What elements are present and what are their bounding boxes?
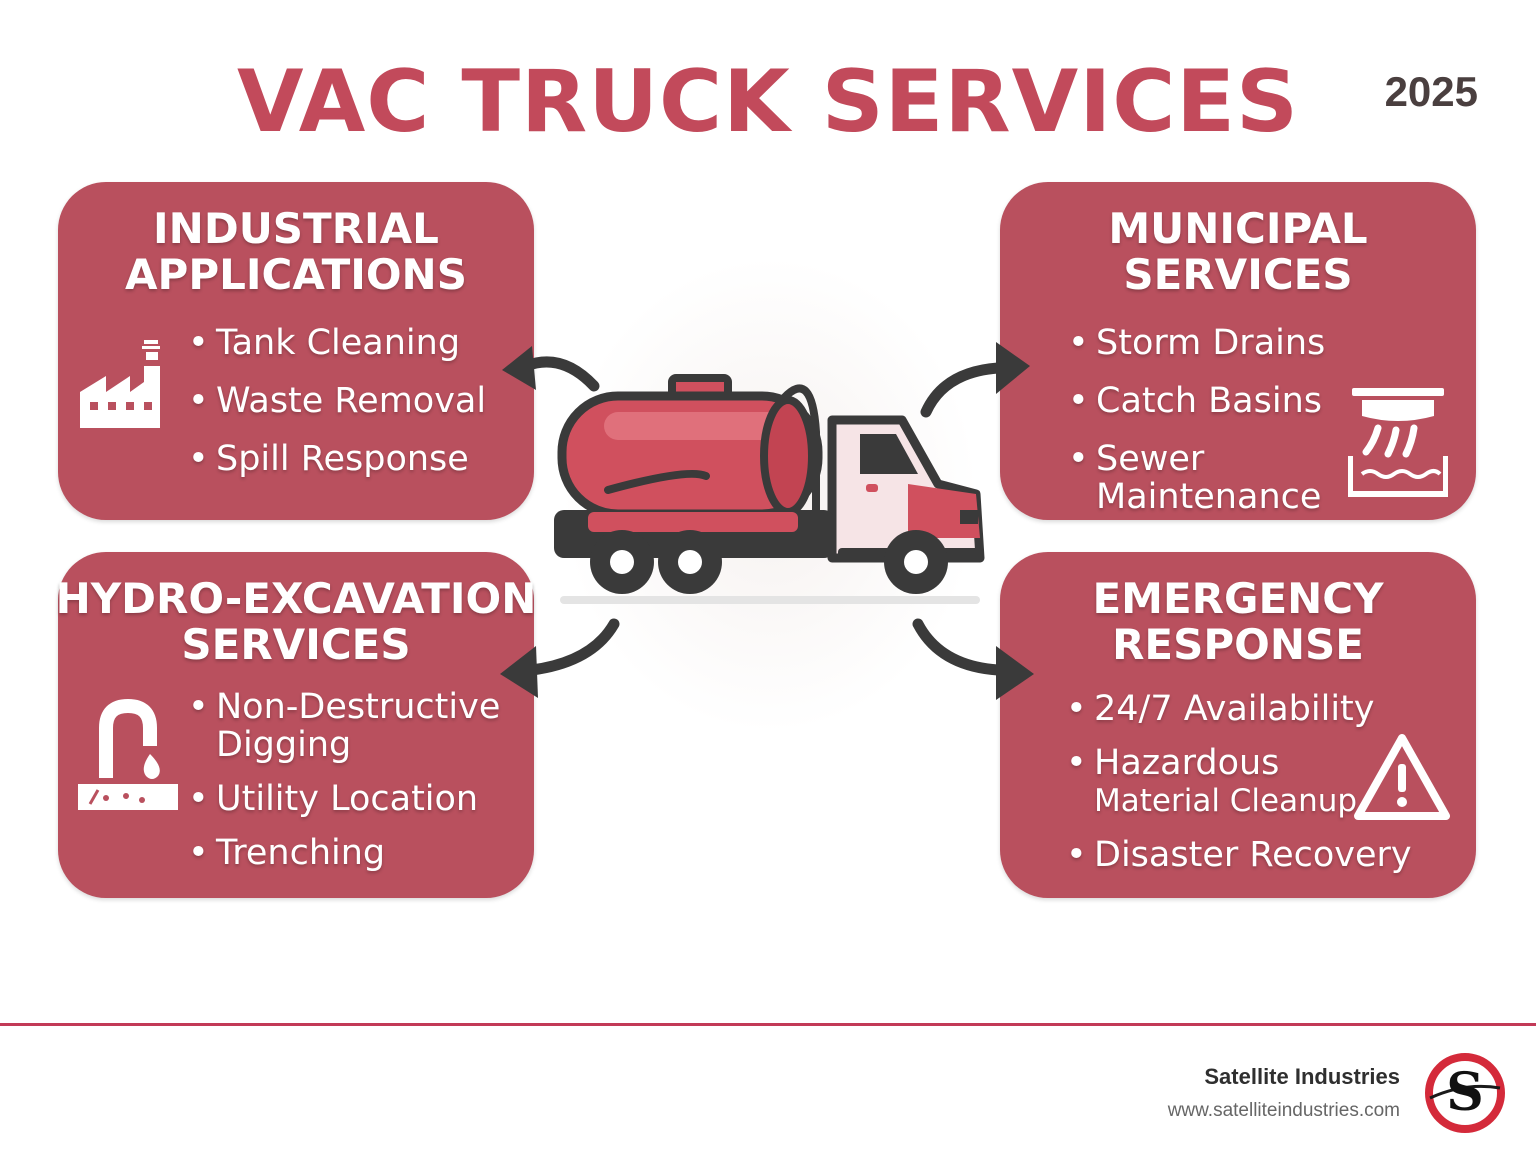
panel-title-line: SERVICES bbox=[181, 620, 411, 669]
list-item: • Utility Location bbox=[216, 780, 500, 818]
panel-title-line: RESPONSE bbox=[1112, 620, 1364, 669]
page-title: VAC TRUCK SERVICES bbox=[236, 52, 1299, 152]
panel-title-emergency bbox=[1000, 576, 1476, 668]
hydro-list bbox=[216, 688, 500, 892]
list-item: • Trenching bbox=[216, 834, 500, 872]
panel-municipal bbox=[1000, 182, 1476, 520]
list-item: Maintenance bbox=[1096, 477, 1322, 517]
arrow-to-hydro bbox=[492, 618, 622, 708]
panel-title-municipal bbox=[1000, 206, 1476, 298]
vac-truck-icon bbox=[548, 372, 998, 612]
list-item: • Catch Basins bbox=[1096, 382, 1325, 420]
list-item: Digging bbox=[216, 725, 352, 765]
list-item: • Sewer bbox=[1096, 440, 1325, 478]
industrial-list bbox=[216, 324, 486, 498]
brand-block bbox=[1168, 1064, 1400, 1122]
list-item: • Disaster Recovery bbox=[1094, 836, 1412, 874]
panel-title-line: SERVICES bbox=[1123, 250, 1353, 299]
panel-emergency bbox=[1000, 552, 1476, 898]
year-label: 2025 bbox=[1384, 68, 1478, 115]
panel-hydro bbox=[55, 552, 537, 898]
panel-title-line: INDUSTRIAL bbox=[153, 204, 439, 253]
excavation-icon bbox=[76, 698, 180, 814]
list-item: • Tank Cleaning bbox=[216, 324, 486, 362]
panel-title-line: EMERGENCY bbox=[1092, 574, 1384, 623]
municipal-list bbox=[1096, 324, 1325, 536]
panel-title-line: MUNICIPAL bbox=[1108, 204, 1368, 253]
panel-industrial bbox=[58, 182, 534, 520]
drain-icon bbox=[1348, 386, 1448, 498]
company-name: Satellite Industries bbox=[1204, 1064, 1400, 1089]
arrow-to-emergency bbox=[910, 618, 1040, 708]
panel-title-line: HYDRO-EXCAVATION bbox=[55, 574, 537, 623]
warning-icon bbox=[1352, 732, 1452, 822]
factory-icon bbox=[76, 336, 172, 428]
list-item: • Storm Drains bbox=[1096, 324, 1325, 362]
logo-letter: S bbox=[1446, 1062, 1484, 1123]
satellite-logo-icon bbox=[1424, 1052, 1506, 1134]
panel-title-line: APPLICATIONS bbox=[125, 250, 467, 299]
company-url[interactable]: www.satelliteindustries.com bbox=[1167, 1100, 1400, 1121]
panel-title-hydro bbox=[52, 576, 540, 668]
list-item: • Hazardous bbox=[1094, 744, 1412, 782]
list-item: • Non-Destructive bbox=[216, 688, 500, 726]
panel-title-industrial bbox=[58, 206, 534, 298]
list-item: • 24/7 Availability bbox=[1094, 690, 1412, 728]
list-item: Material Cleanup bbox=[1094, 783, 1358, 819]
footer-divider bbox=[0, 1023, 1536, 1026]
list-item: • Waste Removal bbox=[216, 382, 486, 420]
list-item: • Spill Response bbox=[216, 440, 486, 478]
